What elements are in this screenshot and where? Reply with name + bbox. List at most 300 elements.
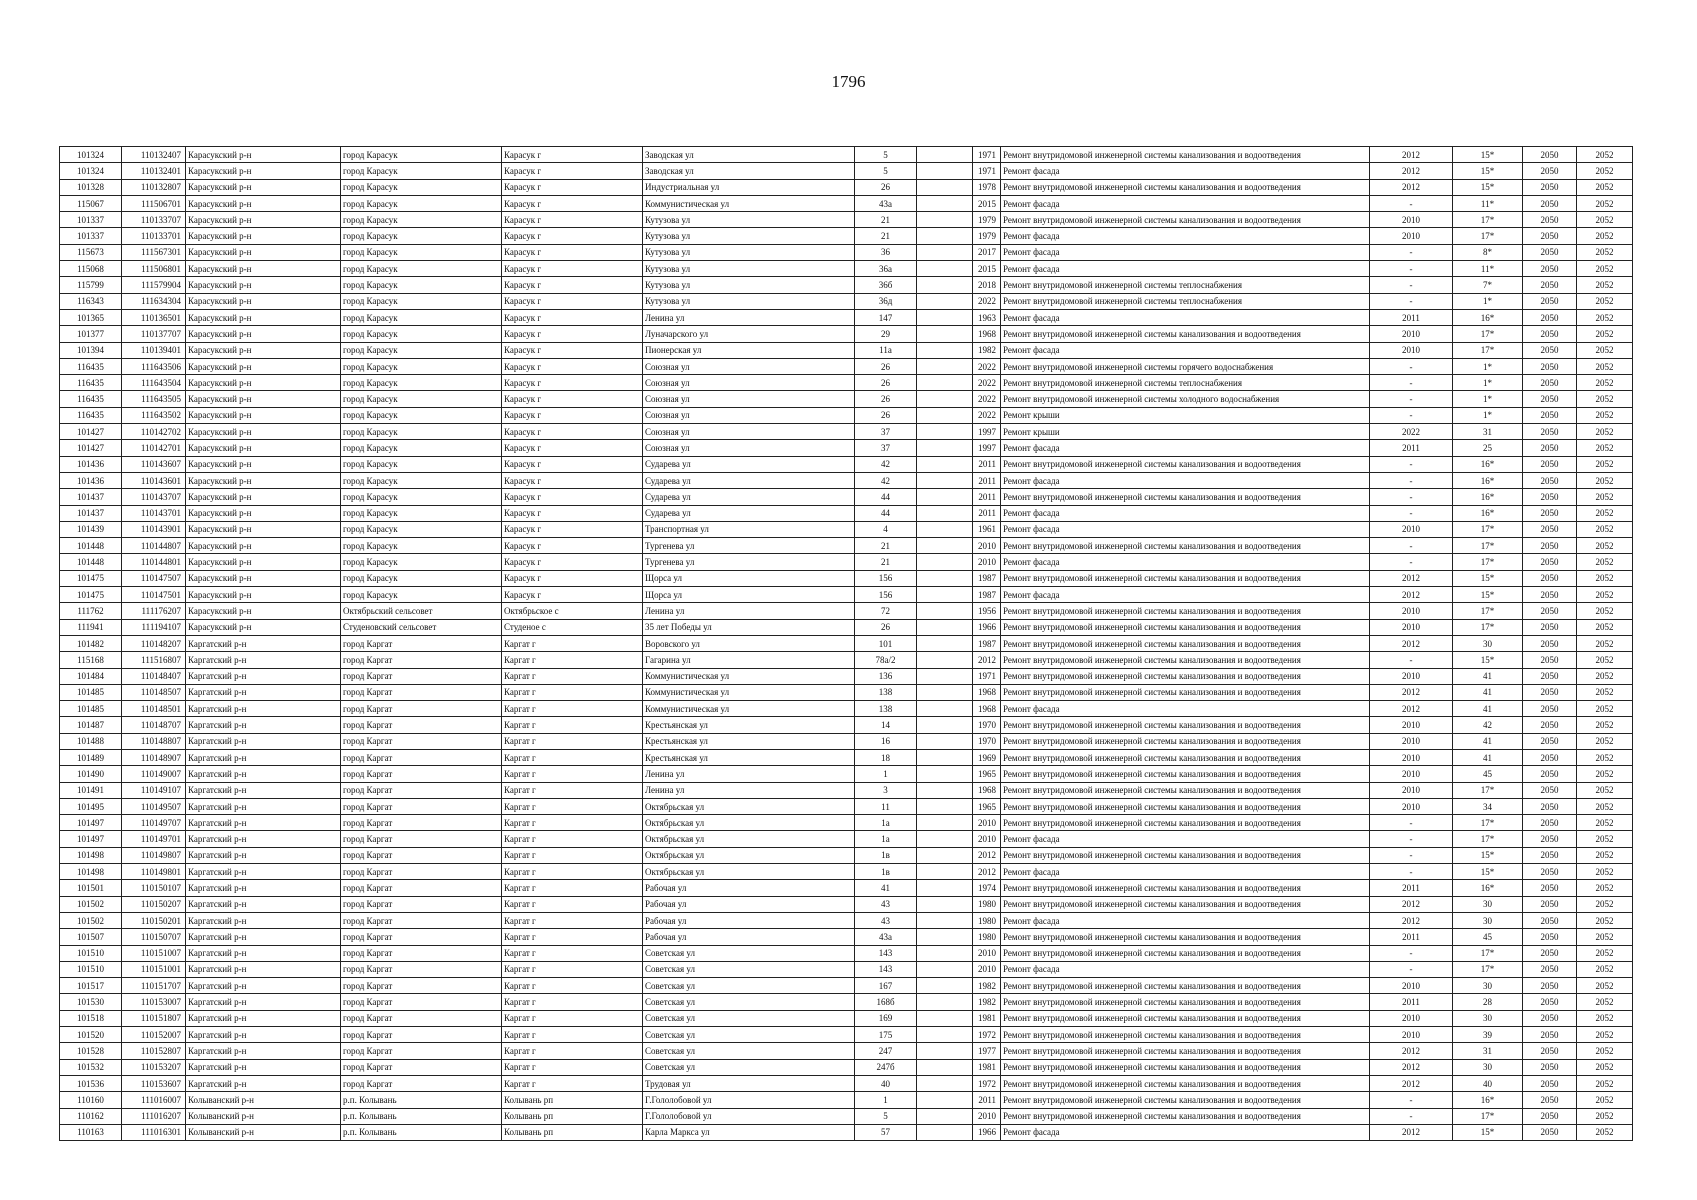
cell-last-repair-year: 2011 [1370,929,1453,945]
cell-work-type: Ремонт фасада [1001,244,1370,260]
cell-district: Карасукский р-н [186,375,341,391]
cell-street: Коммунистическая ул [643,195,855,211]
cell-plan-start: 2050 [1523,766,1577,782]
table-row [60,1010,1633,1026]
cell-building [917,179,973,195]
cell-element-id: 110136501 [122,309,186,325]
cell-house-number: 26 [855,179,917,195]
table-row [60,603,1633,619]
cell-last-repair-year: 2012 [1370,701,1453,717]
cell-street: Воровского ул [643,635,855,651]
cell-district: Карасукский р-н [186,570,341,586]
cell-building [917,749,973,765]
cell-district: Каргатский р-н [186,847,341,863]
cell-municipality: город Каргат [341,994,502,1010]
cell-street: Заводская ул [643,147,855,163]
cell-year-built: 2011 [973,489,1001,505]
cell-settlement: Карасук г [502,391,643,407]
cell-municipality: город Каргат [341,864,502,880]
cell-street: Кутузова ул [643,212,855,228]
cell-wear: 30 [1453,1059,1523,1075]
table-row [60,864,1633,880]
cell-work-type: Ремонт внутридомовой инженерной системы канализования и водоотведения [1001,766,1370,782]
cell-wear: 30 [1453,635,1523,651]
cell-house-id: 101528 [60,1043,122,1059]
cell-plan-end: 2052 [1577,782,1633,798]
cell-street: Заводская ул [643,163,855,179]
cell-settlement: Карасук г [502,147,643,163]
cell-house-number: 37 [855,424,917,440]
cell-last-repair-year: 2010 [1370,521,1453,537]
cell-street: Кутузова ул [643,244,855,260]
cell-last-repair-year: - [1370,554,1453,570]
cell-house-number: 40 [855,1075,917,1091]
cell-plan-end: 2052 [1577,766,1633,782]
cell-last-repair-year: - [1370,277,1453,293]
cell-settlement: Карасук г [502,554,643,570]
cell-house-number: 11 [855,798,917,814]
cell-municipality: город Каргат [341,961,502,977]
cell-municipality: город Карасук [341,261,502,277]
cell-plan-start: 2050 [1523,994,1577,1010]
cell-building [917,195,973,211]
cell-settlement: Студеное с [502,619,643,635]
cell-settlement: Каргат г [502,945,643,961]
cell-work-type: Ремонт внутридомовой инженерной системы теплоснабжения [1001,375,1370,391]
cell-element-id: 110148207 [122,635,186,651]
cell-municipality: город Каргат [341,896,502,912]
cell-plan-end: 2052 [1577,472,1633,488]
cell-plan-start: 2050 [1523,261,1577,277]
cell-building [917,912,973,928]
cell-house-id: 101475 [60,570,122,586]
cell-plan-start: 2050 [1523,1010,1577,1026]
cell-year-built: 1980 [973,929,1001,945]
cell-work-type: Ремонт внутридомовой инженерной системы канализования и водоотведения [1001,733,1370,749]
cell-year-built: 1968 [973,782,1001,798]
table-row [60,505,1633,521]
cell-street: Транспортная ул [643,521,855,537]
cell-district: Каргатский р-н [186,635,341,651]
cell-district: Каргатский р-н [186,684,341,700]
cell-element-id: 111643504 [122,375,186,391]
cell-work-type: Ремонт внутридомовой инженерной системы канализования и водоотведения [1001,798,1370,814]
cell-house-number: 43 [855,896,917,912]
cell-element-id: 111516807 [122,652,186,668]
cell-house-number: 29 [855,326,917,342]
cell-settlement: Карасук г [502,440,643,456]
cell-building [917,293,973,309]
cell-element-id: 111634304 [122,293,186,309]
cell-last-repair-year: - [1370,538,1453,554]
cell-building [917,277,973,293]
cell-house-number: 44 [855,489,917,505]
cell-last-repair-year: 2010 [1370,766,1453,782]
cell-year-built: 1961 [973,521,1001,537]
cell-year-built: 1963 [973,309,1001,325]
cell-work-type: Ремонт фасада [1001,1124,1370,1140]
cell-last-repair-year: 2010 [1370,733,1453,749]
cell-element-id: 110142702 [122,424,186,440]
cell-last-repair-year: - [1370,815,1453,831]
cell-work-type: Ремонт внутридомовой инженерной системы канализования и водоотведения [1001,652,1370,668]
cell-house-number: 21 [855,212,917,228]
cell-work-type: Ремонт внутридомовой инженерной системы канализования и водоотведения [1001,929,1370,945]
cell-element-id: 110147501 [122,587,186,603]
cell-street: Сударева ул [643,456,855,472]
cell-street: Крестьянская ул [643,717,855,733]
cell-building [917,1108,973,1124]
cell-house-id: 101491 [60,782,122,798]
cell-wear: 17* [1453,521,1523,537]
cell-plan-end: 2052 [1577,277,1633,293]
cell-year-built: 1974 [973,880,1001,896]
cell-municipality: город Каргат [341,945,502,961]
cell-house-number: 5 [855,147,917,163]
cell-settlement: Карасук г [502,521,643,537]
cell-district: Каргатский р-н [186,717,341,733]
cell-street: Г.Гололобовой ул [643,1092,855,1108]
cell-work-type: Ремонт внутридомовой инженерной системы канализования и водоотведения [1001,570,1370,586]
cell-district: Карасукский р-н [186,228,341,244]
cell-element-id: 111506701 [122,195,186,211]
cell-street: Щорса ул [643,587,855,603]
table-row [60,749,1633,765]
cell-settlement: Карасук г [502,261,643,277]
cell-work-type: Ремонт внутридомовой инженерной системы канализования и водоотведения [1001,994,1370,1010]
cell-last-repair-year: 2010 [1370,228,1453,244]
cell-municipality: город Каргат [341,782,502,798]
cell-work-type: Ремонт фасада [1001,440,1370,456]
cell-last-repair-year: 2012 [1370,1124,1453,1140]
cell-settlement: Каргат г [502,1010,643,1026]
cell-wear: 16* [1453,1092,1523,1108]
cell-wear: 17* [1453,603,1523,619]
table-row [60,1059,1633,1075]
cell-building [917,668,973,684]
cell-plan-start: 2050 [1523,652,1577,668]
cell-plan-start: 2050 [1523,945,1577,961]
cell-district: Карасукский р-н [186,277,341,293]
cell-district: Карасукский р-н [186,391,341,407]
cell-municipality: город Карасук [341,424,502,440]
cell-building [917,375,973,391]
cell-year-built: 2011 [973,1092,1001,1108]
cell-last-repair-year: 2010 [1370,717,1453,733]
cell-settlement: Карасук г [502,293,643,309]
cell-plan-end: 2052 [1577,603,1633,619]
cell-settlement: Каргат г [502,668,643,684]
cell-work-type: Ремонт фасада [1001,309,1370,325]
cell-building [917,864,973,880]
cell-settlement: Карасук г [502,538,643,554]
cell-district: Карасукский р-н [186,619,341,635]
cell-house-id: 110160 [60,1092,122,1108]
cell-street: Рабочая ул [643,929,855,945]
cell-district: Каргатский р-н [186,961,341,977]
cell-house-number: 43 [855,912,917,928]
cell-district: Каргатский р-н [186,733,341,749]
cell-municipality: город Каргат [341,880,502,896]
cell-plan-start: 2050 [1523,293,1577,309]
cell-house-id: 101498 [60,864,122,880]
table-row [60,309,1633,325]
cell-building [917,163,973,179]
cell-last-repair-year: - [1370,358,1453,374]
cell-building [917,701,973,717]
cell-year-built: 1969 [973,749,1001,765]
cell-work-type: Ремонт внутридомовой инженерной системы канализования и водоотведения [1001,896,1370,912]
cell-wear: 1* [1453,358,1523,374]
cell-building [917,489,973,505]
cell-element-id: 110153207 [122,1059,186,1075]
cell-street: Союзная ул [643,407,855,423]
cell-element-id: 110151001 [122,961,186,977]
cell-district: Карасукский р-н [186,456,341,472]
cell-street: Коммунистическая ул [643,684,855,700]
cell-street: Тургенева ул [643,538,855,554]
cell-house-id: 101530 [60,994,122,1010]
cell-year-built: 1987 [973,587,1001,603]
cell-district: Карасукский р-н [186,326,341,342]
cell-year-built: 1972 [973,1027,1001,1043]
cell-building [917,1092,973,1108]
cell-wear: 17* [1453,1108,1523,1124]
cell-element-id: 110148407 [122,668,186,684]
cell-street: Г.Гололобовой ул [643,1108,855,1124]
table-row [60,1075,1633,1091]
cell-district: Каргатский р-н [186,766,341,782]
cell-house-number: 21 [855,538,917,554]
cell-house-id: 101377 [60,326,122,342]
cell-plan-start: 2050 [1523,456,1577,472]
cell-house-id: 101394 [60,342,122,358]
cell-plan-start: 2050 [1523,342,1577,358]
cell-work-type: Ремонт внутридомовой инженерной системы канализования и водоотведения [1001,147,1370,163]
cell-house-id: 101436 [60,472,122,488]
cell-house-number: 101 [855,635,917,651]
table-row [60,831,1633,847]
cell-work-type: Ремонт внутридомовой инженерной системы канализования и водоотведения [1001,538,1370,554]
cell-last-repair-year: - [1370,293,1453,309]
cell-district: Карасукский р-н [186,179,341,195]
cell-district: Каргатский р-н [186,978,341,994]
cell-wear: 41 [1453,668,1523,684]
cell-plan-end: 2052 [1577,228,1633,244]
cell-last-repair-year: 2010 [1370,782,1453,798]
cell-last-repair-year: 2011 [1370,880,1453,896]
cell-plan-start: 2050 [1523,309,1577,325]
cell-house-number: 14 [855,717,917,733]
cell-house-id: 110162 [60,1108,122,1124]
cell-plan-end: 2052 [1577,652,1633,668]
cell-element-id: 110149007 [122,766,186,782]
cell-house-number: 26 [855,375,917,391]
cell-plan-end: 2052 [1577,1108,1633,1124]
cell-building [917,1059,973,1075]
cell-element-id: 110133701 [122,228,186,244]
cell-last-repair-year: - [1370,831,1453,847]
table-row [60,244,1633,260]
cell-building [917,766,973,782]
cell-building [917,831,973,847]
cell-plan-end: 2052 [1577,864,1633,880]
table-row [60,375,1633,391]
cell-wear: 41 [1453,701,1523,717]
cell-year-built: 2022 [973,375,1001,391]
cell-work-type: Ремонт внутридомовой инженерной системы холодного водоснабжения [1001,391,1370,407]
cell-building [917,505,973,521]
cell-district: Карасукский р-н [186,212,341,228]
table-row [60,472,1633,488]
cell-work-type: Ремонт фасада [1001,505,1370,521]
cell-building [917,733,973,749]
cell-district: Карасукский р-н [186,244,341,260]
cell-building [917,782,973,798]
cell-house-id: 101510 [60,945,122,961]
cell-municipality: город Каргат [341,701,502,717]
cell-house-id: 101484 [60,668,122,684]
cell-element-id: 110151707 [122,978,186,994]
cell-plan-start: 2050 [1523,1043,1577,1059]
cell-plan-start: 2050 [1523,407,1577,423]
cell-house-number: 156 [855,570,917,586]
cell-building [917,880,973,896]
cell-municipality: город Каргат [341,652,502,668]
cell-wear: 17* [1453,538,1523,554]
cell-work-type: Ремонт фасада [1001,864,1370,880]
cell-house-id: 116435 [60,407,122,423]
cell-settlement: Каргат г [502,749,643,765]
cell-wear: 31 [1453,1043,1523,1059]
table-row [60,424,1633,440]
table-row [60,293,1633,309]
cell-municipality: город Каргат [341,1027,502,1043]
cell-last-repair-year: - [1370,244,1453,260]
cell-street: Союзная ул [643,375,855,391]
cell-settlement: Карасук г [502,407,643,423]
cell-plan-start: 2050 [1523,1075,1577,1091]
cell-work-type: Ремонт внутридомовой инженерной системы канализования и водоотведения [1001,619,1370,635]
cell-house-id: 116435 [60,358,122,374]
cell-work-type: Ремонт внутридомовой инженерной системы канализования и водоотведения [1001,815,1370,831]
cell-house-id: 101437 [60,489,122,505]
cell-house-id: 101337 [60,212,122,228]
table-row [60,1124,1633,1140]
cell-last-repair-year: 2012 [1370,1059,1453,1075]
cell-street: Советская ул [643,1027,855,1043]
cell-plan-start: 2050 [1523,1092,1577,1108]
cell-plan-end: 2052 [1577,798,1633,814]
cell-work-type: Ремонт внутридомовой инженерной системы канализования и водоотведения [1001,717,1370,733]
cell-plan-start: 2050 [1523,961,1577,977]
cell-house-id: 101532 [60,1059,122,1075]
cell-settlement: Карасук г [502,489,643,505]
cell-municipality: Октябрьский сельсовет [341,603,502,619]
cell-house-id: 101439 [60,521,122,537]
cell-street: Сударева ул [643,472,855,488]
cell-district: Карасукский р-н [186,407,341,423]
cell-settlement: Колывань рп [502,1124,643,1140]
cell-street: Кутузова ул [643,293,855,309]
cell-plan-start: 2050 [1523,635,1577,651]
cell-plan-start: 2050 [1523,195,1577,211]
cell-settlement: Колывань рп [502,1108,643,1124]
cell-wear: 34 [1453,798,1523,814]
cell-building [917,847,973,863]
cell-year-built: 2018 [973,277,1001,293]
cell-work-type: Ремонт внутридомовой инженерной системы канализования и водоотведения [1001,684,1370,700]
cell-year-built: 1970 [973,733,1001,749]
cell-year-built: 1968 [973,326,1001,342]
cell-wear: 17* [1453,961,1523,977]
cell-municipality: город Карасук [341,147,502,163]
cell-last-repair-year: 2010 [1370,326,1453,342]
cell-wear: 16* [1453,456,1523,472]
cell-work-type: Ремонт фасада [1001,228,1370,244]
table-row [60,570,1633,586]
cell-house-id: 101427 [60,424,122,440]
cell-house-id: 101520 [60,1027,122,1043]
table-row [60,163,1633,179]
cell-house-id: 115799 [60,277,122,293]
table-row [60,538,1633,554]
cell-settlement: Каргат г [502,782,643,798]
cell-street: Советская ул [643,961,855,977]
cell-last-repair-year: 2010 [1370,668,1453,684]
cell-plan-start: 2050 [1523,228,1577,244]
cell-plan-end: 2052 [1577,831,1633,847]
cell-district: Карасукский р-н [186,440,341,456]
cell-wear: 16* [1453,505,1523,521]
cell-municipality: город Каргат [341,1010,502,1026]
cell-element-id: 110142701 [122,440,186,456]
cell-plan-start: 2050 [1523,831,1577,847]
cell-plan-start: 2050 [1523,815,1577,831]
cell-settlement: Каргат г [502,912,643,928]
cell-year-built: 2022 [973,358,1001,374]
cell-plan-start: 2050 [1523,1059,1577,1075]
cell-house-number: 36б [855,277,917,293]
cell-house-number: 37 [855,440,917,456]
cell-wear: 17* [1453,554,1523,570]
cell-element-id: 110143901 [122,521,186,537]
cell-work-type: Ремонт внутридомовой инженерной системы канализования и водоотведения [1001,945,1370,961]
cell-house-number: 21 [855,554,917,570]
cell-building [917,945,973,961]
cell-house-number: 26 [855,391,917,407]
cell-year-built: 2010 [973,945,1001,961]
cell-last-repair-year: - [1370,1108,1453,1124]
cell-year-built: 1979 [973,212,1001,228]
cell-street: Карла Маркса ул [643,1124,855,1140]
cell-district: Карасукский р-н [186,293,341,309]
cell-work-type: Ремонт фасада [1001,195,1370,211]
cell-plan-start: 2050 [1523,929,1577,945]
cell-wear: 15* [1453,864,1523,880]
cell-plan-start: 2050 [1523,978,1577,994]
cell-street: Коммунистическая ул [643,668,855,684]
cell-house-number: 16 [855,733,917,749]
cell-year-built: 1966 [973,619,1001,635]
cell-wear: 15* [1453,147,1523,163]
cell-municipality: город Каргат [341,912,502,928]
cell-plan-end: 2052 [1577,1027,1633,1043]
table-body [60,147,1633,1141]
table-row [60,978,1633,994]
cell-element-id: 111016007 [122,1092,186,1108]
cell-last-repair-year: - [1370,961,1453,977]
